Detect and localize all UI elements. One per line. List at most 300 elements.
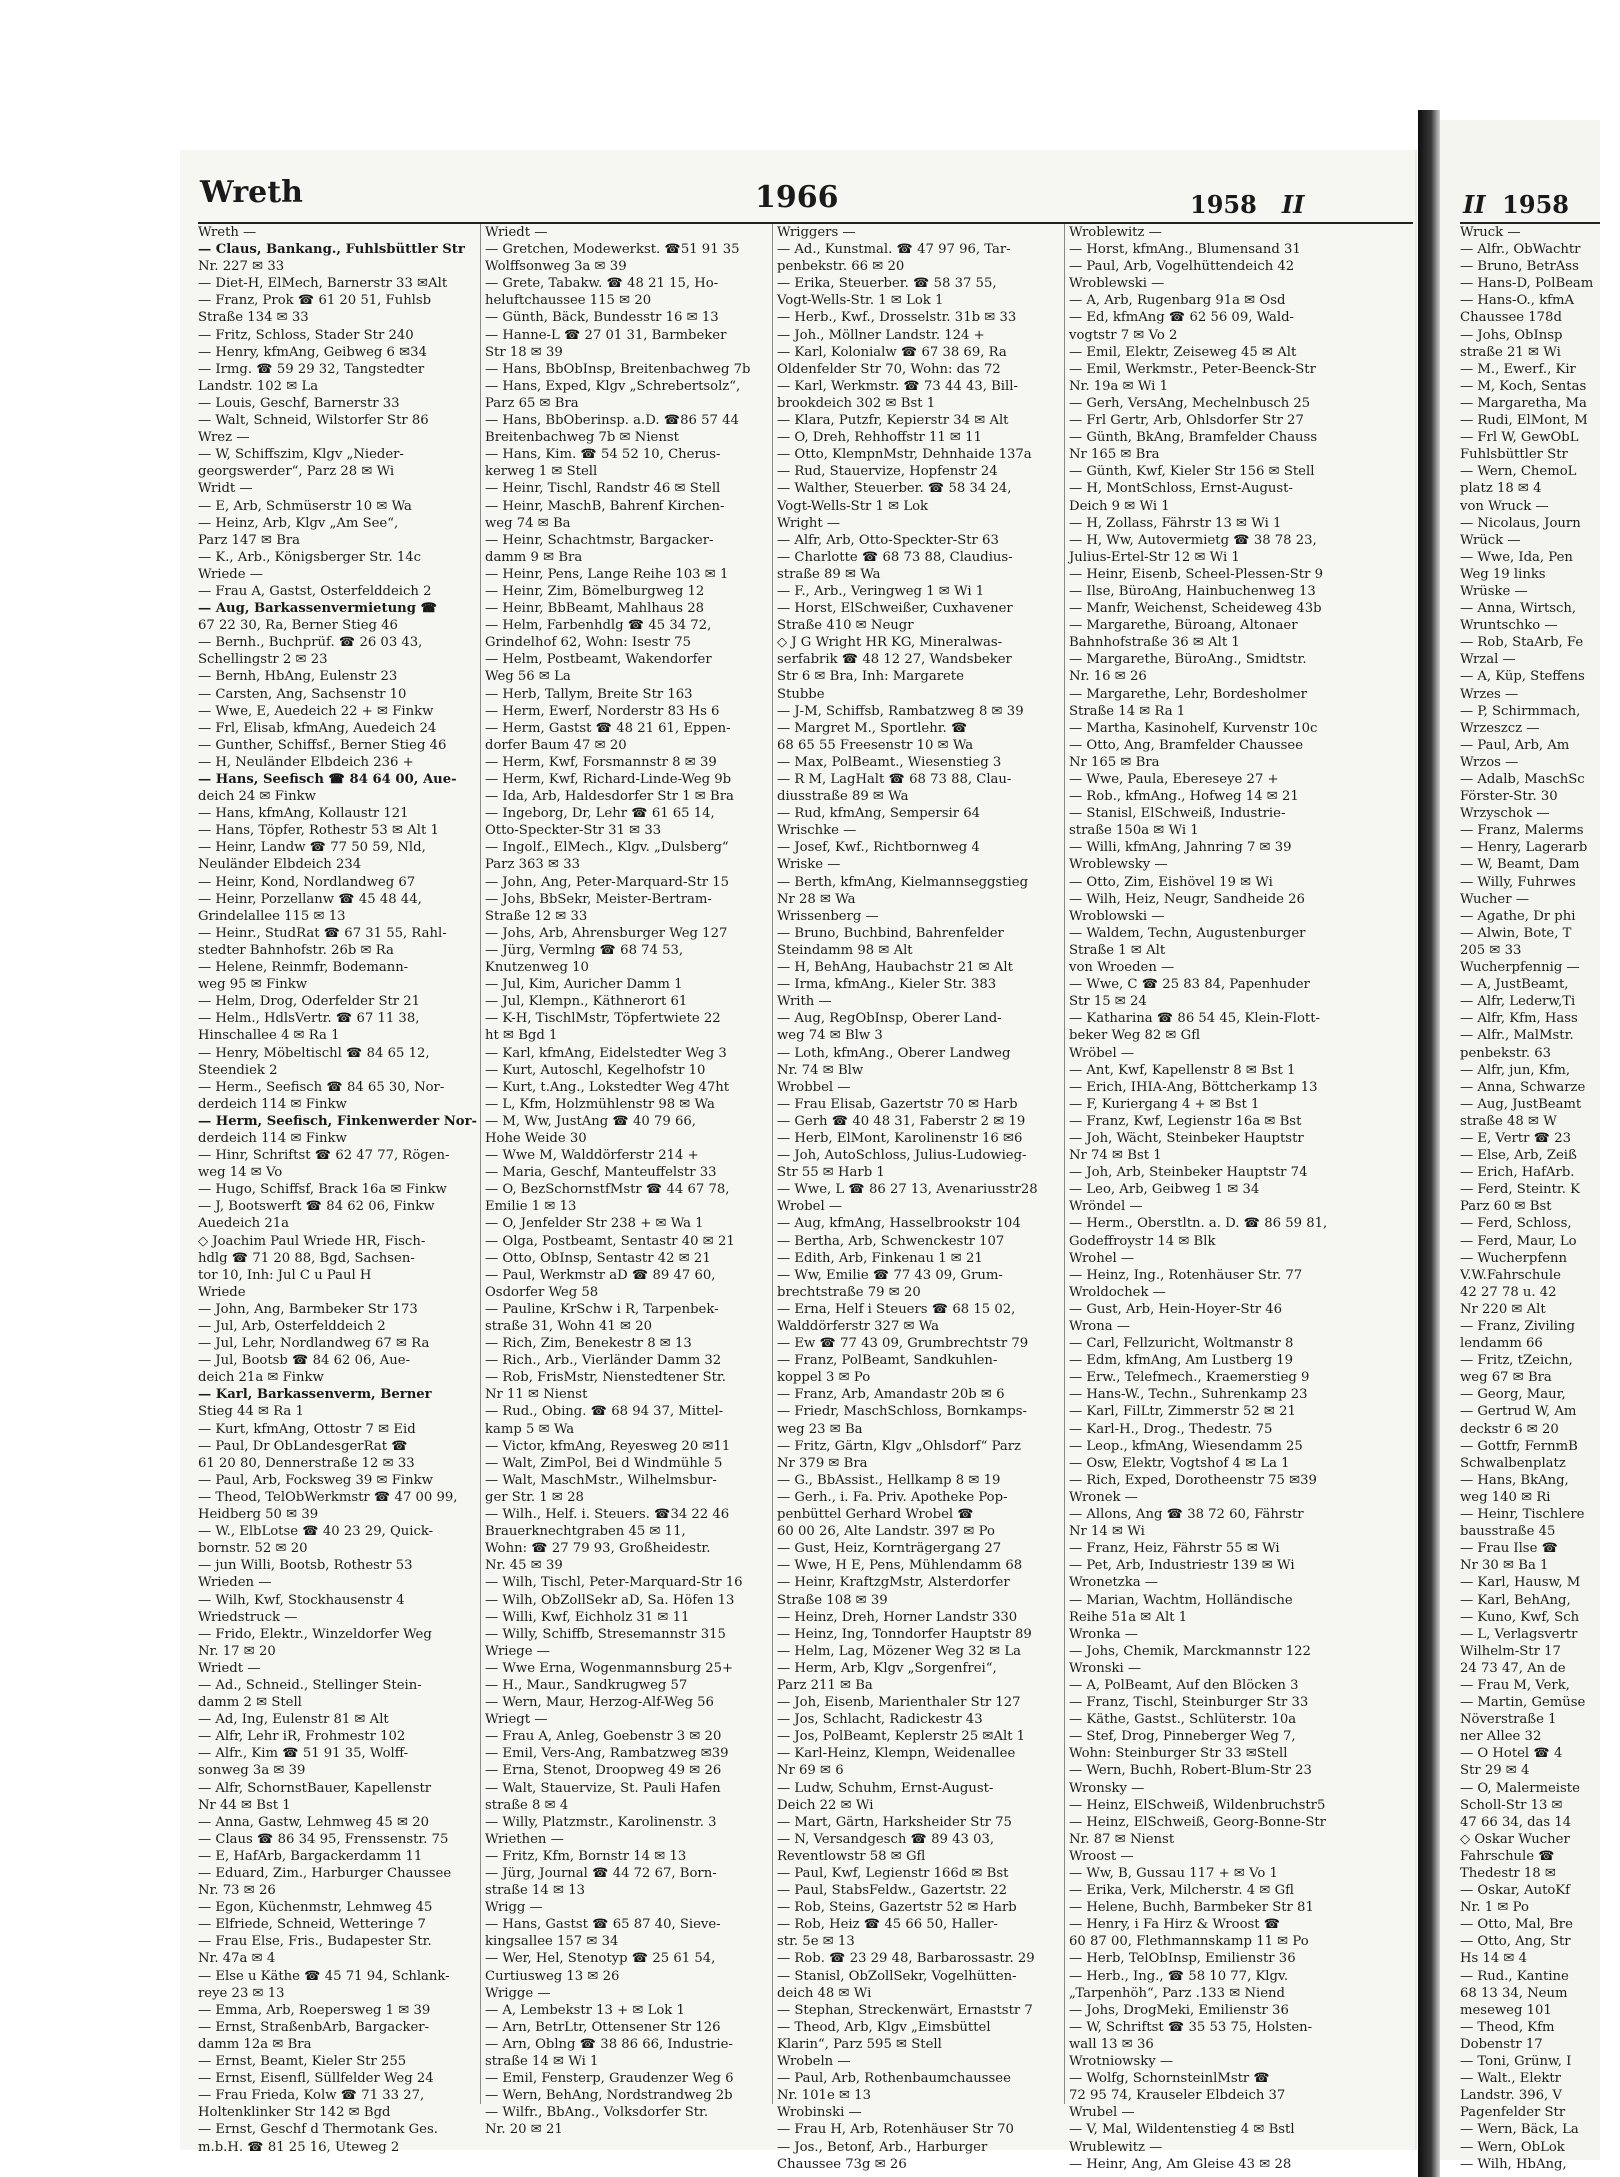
year: 1958: [1190, 190, 1257, 219]
directory-entry: — Carsten, Ang, Sachsenstr 10: [198, 686, 407, 702]
directory-entry: Wriedt —: [198, 1660, 261, 1676]
directory-entry: brookdeich 302 ✉ Bst 1: [777, 395, 936, 411]
directory-entry: — Otto, ObInsp, Sentastr 42 ✉ 21: [485, 1250, 711, 1266]
directory-entry: — Herb., Kwf., Drosselstr. 31b ✉ 33: [777, 310, 1017, 326]
directory-entry: — R M, LagHalt ☎ 68 73 88, Clau-: [777, 772, 1012, 787]
directory-entry: Straße 410 ✉ Neugr: [777, 618, 914, 634]
directory-entry: Steendiek 2: [198, 1062, 278, 1078]
directory-entry: — Erw., Telefmech., Kraemerstieg 9: [1069, 1370, 1310, 1386]
directory-entry: — Anna, Gastw, Lehmweg 45 ✉ 20: [198, 1814, 429, 1830]
directory-entry: — Gretchen, Modewerkst. ☎51 91 35: [485, 242, 740, 258]
directory-entry: ger Str. 1 ✉ 28: [485, 1489, 584, 1505]
directory-entry: Parz 363 ✉ 33: [485, 857, 580, 873]
directory-entry: straße 8 ✉ 4: [485, 1797, 569, 1813]
directory-entry: „Tarpenhöh“, Parz .133 ✉ Niend: [1069, 1985, 1285, 2001]
directory-entry: — Johs, Arb, Ahrensburger Weg 127: [485, 925, 728, 941]
directory-entry: — Herm., Oberstltn. a. D. ☎ 86 59 81,: [1069, 1216, 1328, 1232]
directory-entry: deich 48 ✉ Wi: [777, 1985, 872, 2001]
directory-entry: — Horst, ElSchweißer, Cuxhavener: [777, 601, 1013, 617]
directory-entry: — G., BbAssist., Hellkamp 8 ✉ 19: [777, 1472, 1001, 1488]
directory-entry: straße 48 ✉ W: [1460, 1113, 1557, 1129]
directory-entry: Nr 28 ✉ Wa: [777, 891, 856, 907]
directory-entry: — Ingeborg, Dr, Lehr ☎ 61 65 14,: [485, 806, 715, 822]
directory-entry: — Ernst, Geschf d Thermotank Ges.: [198, 2122, 438, 2138]
directory-entry: — Theod, Kfm: [1460, 2019, 1555, 2035]
directory-entry: Wrona —: [1069, 1319, 1130, 1334]
directory-entry: — Horst, kfmAng., Blumensand 31: [1069, 242, 1301, 258]
directory-entry: 205 ✉ 33: [1460, 942, 1522, 958]
directory-entry: — Wilfr., BbAng., Volksdorfer Str.: [485, 2105, 709, 2121]
directory-entry: Otto-Speckter-Str 31 ✉ 33: [485, 823, 662, 839]
directory-entry: Nr 165 ✉ Bra: [1069, 447, 1160, 463]
directory-entry: — Wolfg, SchornsteinlMstr ☎: [1069, 2071, 1270, 2087]
directory-entry: Wrigge —: [485, 1985, 551, 2001]
directory-entry: penbekstr. 63: [1460, 1045, 1552, 1061]
directory-entry: Nr. 101e ✉ 13: [777, 2088, 871, 2104]
directory-entry: — Grete, Tabakw. ☎ 48 21 15, Ho-: [485, 276, 719, 292]
directory-entry: — E, Arb, Schmüserstr 10 ✉ Wa: [198, 498, 412, 514]
directory-entry: Wroblowski —: [1069, 908, 1165, 924]
directory-entry: deich 21a ✉ Finkw: [198, 1370, 324, 1386]
directory-entry: — Fritz, Kfm, Bornstr 14 ✉ 13: [485, 1848, 687, 1864]
directory-entry: — Frido, Elektr., Winzeldorfer Weg: [198, 1626, 432, 1642]
directory-entry: Wruntschko —: [1460, 618, 1558, 634]
directory-entry: — Else, Arb, Zeiß: [1460, 1148, 1577, 1164]
directory-entry: Wrzes —: [1460, 686, 1519, 702]
directory-entry: — Hans-W., Techn., Suhrenkamp 23: [1069, 1387, 1308, 1403]
directory-entry: Wriede: [198, 1284, 246, 1300]
directory-entry: — Herm, Kwf, Richard-Linde-Weg 9b: [485, 772, 732, 787]
directory-entry: — Kurt, t.Ang., Lokstedter Weg 47ht: [485, 1079, 730, 1095]
directory-entry: Wrigg —: [485, 1900, 543, 1916]
directory-entry: — Paul, Arb, Rothenbaumchaussee: [777, 2071, 1011, 2087]
directory-entry: — Helm, Postbeamt, Wakendorfer: [485, 652, 712, 668]
directory-entry: — Helene, Buchh, Barmbeker Str 81: [1069, 1900, 1314, 1916]
directory-entry: — Emma, Arb, Roepersweg 1 ✉ 39: [198, 2002, 431, 2018]
directory-entry: — Kurt, kfmAng, Ottostr 7 ✉ Eid: [198, 1421, 416, 1437]
directory-entry: — F., Arb., Veringweg 1 ✉ Wi 1: [777, 583, 985, 599]
directory-entry: weg 95 ✉ Finkw: [198, 977, 308, 993]
directory-entry: — Walt, Stauervize, St. Pauli Hafen: [485, 1780, 721, 1796]
directory-entry: — Allons, Ang ☎ 38 72 60, Fährstr: [1069, 1507, 1304, 1523]
directory-entry: — Josef, Kwf., Richtbornweg 4: [777, 840, 980, 856]
directory-entry: — Karl, BehAng,: [1460, 1592, 1571, 1608]
directory-entry: damm 12a ✉ Bra: [198, 2036, 312, 2052]
directory-entry: — O, Jenfelder Str 238 + ✉ Wa 1: [485, 1216, 704, 1232]
directory-column-1: [198, 224, 478, 2155]
directory-entry: — Helm, Drog, Oderfelder Str 21: [198, 994, 421, 1010]
directory-entry: — Karl, FilLtr, Zimmerstr 52 ✉ 21: [1069, 1404, 1296, 1420]
directory-entry: — Helene, Reinmfr, Bodemann-: [198, 960, 409, 976]
directory-entry: Wroblewsky —: [1069, 857, 1168, 873]
directory-entry: — Fritz, tZeichn,: [1460, 1353, 1573, 1369]
directory-entry: Straße 108 ✉ 39: [777, 1592, 888, 1608]
directory-entry: Stubbe: [777, 686, 825, 702]
directory-entry: 60 00 26, Alte Landstr. 397 ✉ Po: [777, 1524, 995, 1540]
directory-entry: — Klara, Putzfr, Kepierstr 34 ✉ Alt: [777, 413, 1009, 429]
directory-entry: — Alfr, Lederw,Ti: [1460, 994, 1576, 1010]
directory-entry: — Heinr, MaschB, Bahrenf Kirchen-: [485, 498, 725, 514]
directory-entry: Nr. 45 ✉ 39: [485, 1558, 563, 1574]
directory-entry: — Rich, Zim, Benekestr 8 ✉ 13: [485, 1336, 692, 1352]
directory-entry: — Hans-O., kfmA: [1460, 293, 1574, 309]
directory-entry: — Bernh, HbAng, Eulenstr 23: [198, 669, 398, 685]
directory-entry: derdeich 114 ✉ Finkw: [198, 1130, 347, 1146]
directory-entry: — Joh, Wächt, Steinbeker Hauptstr: [1069, 1130, 1304, 1146]
directory-entry: — Wwe, C ☎ 25 83 84, Papenhuder: [1069, 977, 1310, 993]
directory-entry: — Ww, B, Gussau 117 + ✉ Vo 1: [1069, 1866, 1278, 1881]
directory-entry: Wroost —: [1069, 1848, 1134, 1864]
directory-entry: — Kurt, Autoschl, Kegelhofstr 10: [485, 1062, 706, 1078]
directory-entry: — Herm., Seefisch ☎ 84 65 30, Nor-: [198, 1079, 445, 1095]
directory-entry: — E, HafArb, Bargackerdamm 11: [198, 1848, 423, 1864]
directory-entry: Wriethen —: [485, 1831, 564, 1847]
directory-entry: Parz 60 ✉ Bst: [1460, 1199, 1552, 1215]
directory-entry: Wronka —: [1069, 1626, 1138, 1642]
book-gutter: [1418, 110, 1440, 2177]
directory-entry: — K-H, TischlMstr, Töpfertwiete 22: [485, 1011, 721, 1027]
directory-entry: ht ✉ Bgd 1: [485, 1028, 558, 1044]
directory-entry: — Emil, Fensterp, Graudenzer Weg 6: [485, 2071, 734, 2087]
directory-entry: Nr 220 ✉ Alt: [1460, 1301, 1546, 1317]
directory-entry: — Emil, Elektr, Zeiseweg 45 ✉ Alt: [1069, 344, 1297, 360]
directory-entry: sonweg 3a ✉ 39: [198, 1763, 306, 1779]
directory-entry: Oldenfelder Str 70, Wohn: das 72: [777, 361, 1001, 377]
directory-entry: — Irmg. ☎ 59 29 32, Tangstedter: [198, 361, 425, 377]
directory-entry: — Heinr, Pens, Lange Reihe 103 ✉ 1: [485, 566, 729, 582]
directory-entry: — Jul, Lehr, Nordlandweg 67 ✉ Ra: [198, 1336, 430, 1352]
directory-entry: — Stanisl, ObZollSekr, Vogelhütten-: [777, 1968, 1017, 1984]
directory-entry: — Paul, Kwf, Legienstr 166d ✉ Bst: [777, 1866, 1009, 1881]
directory-entry: — Irma, kfmAng., Kieler Str. 383: [777, 977, 997, 993]
directory-entry: — Joh, Eisenb, Marienthaler Str 127: [777, 1695, 1021, 1711]
directory-entry: — Heinr, Schachtmstr, Bargacker-: [485, 532, 714, 548]
directory-entry: Nr. 19a ✉ Wi 1: [1069, 378, 1168, 394]
directory-entry: ◇ J G Wright HR KG, Mineralwas-: [777, 635, 1003, 651]
directory-entry: — Louis, Geschf, Barnerstr 33: [198, 395, 400, 411]
directory-entry: deich 24 ✉ Finkw: [198, 789, 316, 805]
directory-entry: Str 6 ✉ Bra, Inh: Margarete: [777, 669, 964, 685]
directory-entry: — Alfr., Kim ☎ 51 91 35, Wolff-: [198, 1746, 409, 1762]
directory-entry: — Claus ☎ 86 34 95, Frenssenstr. 75: [198, 1831, 449, 1847]
directory-entry: koppel 3 ✉ Po: [777, 1370, 871, 1386]
directory-entry: — Ferd, Maur, Lo: [1460, 1233, 1577, 1249]
directory-entry: — Erich, HafArb.: [1460, 1165, 1575, 1181]
directory-entry: — Ad., Kunstmal. ☎ 47 97 96, Tar-: [777, 242, 1011, 258]
directory-entry: — Margarethe, BüroAng., Smidtstr.: [1069, 652, 1307, 668]
directory-entry: straße 14 ✉ 13: [485, 1883, 586, 1899]
directory-entry: Weg 19 links: [1460, 566, 1546, 582]
directory-entry: — A, JustBeamt,: [1460, 977, 1569, 993]
directory-entry: — Heinz, ElSchweiß, Georg-Bonne-Str: [1069, 1814, 1326, 1830]
directory-entry: — Heinz, Dreh, Horner Landstr 330: [777, 1609, 1018, 1625]
directory-entry: Thedestr 18 ✉: [1460, 1866, 1556, 1881]
directory-entry: — Bruno, BetrAss: [1460, 259, 1579, 275]
directory-entry: — Wilh, Kwf, Stockhausenstr 4: [198, 1592, 405, 1608]
directory-entry: — Stanisl, ElSchweiß, Industrie-: [1069, 806, 1286, 822]
directory-entry: — Franz, Heiz, Fährstr 55 ✉ Wi: [1069, 1541, 1280, 1557]
directory-entry: Schwalbenplatz: [1460, 1455, 1566, 1471]
directory-entry: — Gust, Arb, Hein-Hoyer-Str 46: [1069, 1301, 1283, 1317]
directory-entry: — Aug, JustBeamt: [1460, 1096, 1582, 1112]
directory-entry: Nr 44 ✉ Bst 1: [198, 1797, 291, 1813]
directory-entry: Wriegt —: [485, 1712, 548, 1728]
directory-entry: — Paul, StabsFeldw., Gazertstr. 22: [777, 1883, 1008, 1899]
directory-entry: — Jos., Betonf, Arb., Harburger: [777, 2139, 988, 2155]
directory-entry: von Wruck —: [1460, 498, 1549, 514]
directory-entry: weg 74 ✉ Ba: [485, 515, 571, 531]
directory-entry: — N, Versandgesch ☎ 89 43 03,: [777, 1831, 995, 1847]
directory-entry: — Ferd, Schloss,: [1460, 1216, 1572, 1232]
directory-entry: — Karl-Heinz, Klempn, Weidenallee: [777, 1746, 1016, 1762]
directory-entry: 67 22 30, Ra, Berner Stieg 46: [198, 618, 398, 634]
directory-entry: — Gottfr, FernmB: [1460, 1438, 1578, 1454]
directory-entry: straße 31, Wohn 41 ✉ 20: [485, 1319, 652, 1334]
directory-entry: damm 2 ✉ Stell: [198, 1695, 302, 1711]
directory-entry: Neuländer Elbdeich 234: [198, 857, 362, 873]
directory-entry: — Ernst, Eisenfl, Süllfelder Weg 24: [198, 2071, 434, 2087]
directory-entry: Parz 211 ✉ Ba: [777, 1677, 873, 1693]
directory-entry: — Gertrud W, Am: [1460, 1404, 1577, 1420]
directory-entry: — Osw, Elektr, Vogtshof 4 ✉ La 1: [1069, 1455, 1290, 1471]
directory-entry: 47 66 34, das 14: [1460, 1814, 1572, 1830]
directory-column-3: [777, 224, 1062, 2172]
directory-entry: — Rob, FrisMstr, Nienstedtener Str.: [485, 1370, 726, 1386]
directory-entry: — Aug, Barkassenvermietung ☎: [198, 601, 438, 617]
directory-entry: Wriege —: [485, 1643, 550, 1659]
column-divider: [1064, 224, 1065, 2104]
directory-entry: — Ingolf., ElMech., Klgv. „Dulsberg“: [485, 840, 729, 856]
directory-entry: — Else u Käthe ☎ 45 71 94, Schlank-: [198, 1968, 450, 1984]
directory-entry: — Jul, Kim, Auricher Damm 1: [485, 977, 683, 993]
directory-entry: Wriede —: [198, 566, 263, 582]
directory-entry: — Franz, Prok ☎ 61 20 51, Fuhlsb: [198, 293, 432, 309]
directory-entry: — Frl, Elisab, kfmAng, Auedeich 24: [198, 720, 437, 736]
directory-entry: — Heinr, BbBeamt, Mahlhaus 28: [485, 601, 704, 617]
directory-entry: — Margarethe, Lehr, Bordesholmer: [1069, 686, 1307, 702]
directory-entry: — Loth, kfmAng., Oberer Landweg: [777, 1045, 1011, 1061]
directory-entry: — Franz, Arb, Amandastr 20b ✉ 6: [777, 1387, 1005, 1403]
directory-entry: tor 10, Inh: Jul C u Paul H: [198, 1267, 372, 1283]
directory-entry: Nr 11 ✉ Nienst: [485, 1387, 588, 1403]
directory-entry: — Joh., Möllner Landstr. 124 +: [777, 327, 985, 343]
directory-entry: weg 23 ✉ Ba: [777, 1421, 863, 1437]
directory-entry: — Frau A, Anleg, Goebenstr 3 ✉ 20: [485, 1729, 722, 1745]
directory-entry: wall 13 ✉ 36: [1069, 2036, 1154, 2052]
directory-entry: Vogt-Wells-Str. 1 ✉ Lok 1: [777, 293, 944, 309]
directory-entry: Wrobbel —: [777, 1079, 851, 1095]
directory-entry: — Wwe, E, Auedeich 22 + ✉ Finkw: [198, 703, 434, 719]
directory-entry: — Bernh., Buchprüf. ☎ 26 03 43,: [198, 635, 423, 651]
directory-entry: — A, Küp, Steffens: [1460, 669, 1585, 685]
directory-entry: — Leo, Arb, Geibweg 1 ✉ 34: [1069, 1182, 1260, 1198]
directory-entry: — Katharina ☎ 86 54 45, Klein-Flott-: [1069, 1011, 1320, 1027]
directory-entry: meseweg 101: [1460, 2002, 1552, 2018]
directory-entry: Bahnhofstraße 36 ✉ Alt 1: [1069, 635, 1240, 651]
directory-entry: — Maria, Geschf, Manteuffelstr 33: [485, 1165, 717, 1181]
directory-entry: — Heinr, KraftzgMstr, Alsterdorfer: [777, 1575, 1010, 1591]
directory-entry: — Willy, Platzmstr., Karolinenstr. 3: [485, 1814, 717, 1830]
directory-entry: — Jürg, Journal ☎ 44 72 67, Born-: [485, 1866, 717, 1881]
directory-entry: — Alfr, SchornstBauer, Kapellenstr: [198, 1780, 432, 1796]
directory-entry: ◇ Oskar Wucher: [1460, 1831, 1570, 1847]
directory-entry: — Elfriede, Schneid, Wetteringe 7: [198, 1917, 426, 1933]
directory-entry: — Hans, BkAng,: [1460, 1472, 1569, 1488]
directory-entry: 68 13 34, Neum: [1460, 1985, 1568, 2001]
directory-entry: heluftchaussee 115 ✉ 20: [485, 293, 652, 309]
directory-entry: Wruck —: [1460, 225, 1521, 240]
directory-entry: Heidberg 50 ✉ 39: [198, 1507, 319, 1523]
directory-entry: — Rob., kfmAng., Hofweg 14 ✉ 21: [1069, 789, 1299, 805]
directory-entry: — Rob, Steins, Gazertstr 52 ✉ Harb: [777, 1900, 1017, 1916]
directory-entry: Wronetzka —: [1069, 1575, 1158, 1591]
directory-entry: Parz 147 ✉ Bra: [198, 532, 301, 548]
directory-entry: — Rob, StaArb, Fe: [1460, 635, 1584, 651]
directory-entry: — Wern, ChemoL: [1460, 464, 1577, 480]
directory-entry: — Claus, Bankang., Fuhlsbüttler Str: [198, 242, 465, 258]
directory-entry: Writh —: [777, 994, 832, 1010]
directory-entry: kerweg 1 ✉ Stell: [485, 464, 598, 480]
directory-entry: Hohe Weide 30: [485, 1130, 587, 1146]
directory-entry: — Jos, Schlacht, Radickestr 43: [777, 1712, 983, 1728]
directory-entry: — Walt., Elektr: [1460, 2071, 1561, 2087]
directory-entry: Str 18 ✉ 39: [485, 344, 563, 360]
directory-entry: — Emil, Vers-Ang, Rambatzweg ✉39: [485, 1746, 729, 1762]
directory-entry: — Max, PolBeamt., Wiesenstieg 3: [777, 754, 1002, 770]
directory-entry: — Paul, Arb, Am: [1460, 737, 1570, 753]
directory-entry: Wilhelm-Str 17: [1460, 1643, 1561, 1659]
directory-entry: — Jürg, Vermlng ☎ 68 74 53,: [485, 942, 684, 958]
directory-entry: Wohn: ☎ 27 79 93, Großheidestr.: [485, 1541, 711, 1557]
directory-entry: — Aug, kfmAng, Hasselbrookstr 104: [777, 1216, 1021, 1232]
directory-entry: Wrobeln —: [777, 2054, 851, 2070]
directory-entry: weg 140 ✉ Ri: [1460, 1489, 1551, 1505]
directory-entry: Fuhlsbüttler Str: [1460, 447, 1568, 463]
directory-entry: Landstr. 396, V: [1460, 2088, 1562, 2104]
directory-entry: Str 55 ✉ Harb 1: [777, 1165, 885, 1181]
directory-entry: — Ww, Emilie ☎ 77 43 09, Grum-: [777, 1267, 1003, 1283]
directory-entry: — Fritz, Schloss, Stader Str 240: [198, 327, 414, 343]
directory-entry: Wriggers —: [777, 225, 856, 240]
directory-entry: Breitenbachweg 7b ✉ Nienst: [485, 430, 679, 446]
directory-entry: Steindamm 98 ✉ Alt: [777, 942, 913, 958]
directory-entry: Vogt-Wells-Str 1 ✉ Lok: [777, 498, 929, 514]
directory-entry: — Jul, Bootsb ☎ 84 62 06, Aue-: [198, 1353, 411, 1369]
directory-entry: — Ew ☎ 77 43 09, Grumbrechtstr 79: [777, 1336, 1029, 1352]
directory-entry: — Rud, Stauervize, Hopfenstr 24: [777, 464, 998, 480]
directory-entry: Reihe 51a ✉ Alt 1: [1069, 1609, 1188, 1625]
directory-entry: — H., Maur., Sandkrugweg 57: [485, 1677, 688, 1693]
directory-entry: — Helm, Farbenhdlg ☎ 45 34 72,: [485, 618, 712, 634]
directory-entry: — Hans, kfmAng, Kollaustr 121: [198, 806, 409, 822]
directory-entry: — Rich, Exped, Dorotheenstr 75 ✉39: [1069, 1472, 1317, 1488]
directory-entry: Nr 30 ✉ Ba 1: [1460, 1558, 1549, 1574]
directory-entry: Wrotniowsky —: [1069, 2054, 1174, 2070]
directory-entry: beker Weg 82 ✉ Gfl: [1069, 1028, 1200, 1044]
directory-entry: Wrobel —: [777, 1199, 843, 1215]
directory-entry: — W, Beamt, Dam: [1460, 857, 1580, 873]
directory-entry: georgswerder“, Parz 28 ✉ Wi: [198, 464, 395, 480]
directory-entry: — Alfr., ObWachtr: [1460, 242, 1581, 258]
directory-entry: — Bruno, Buchbind, Bahrenfelder: [777, 925, 1004, 941]
directory-entry: — Hanne-L ☎ 27 01 31, Barmbeker: [485, 327, 727, 343]
directory-entry: Straße 12 ✉ 33: [485, 908, 588, 924]
directory-entry: Wrieden —: [198, 1575, 272, 1591]
directory-entry: — Leop., kfmAng, Wiesendamm 25: [1069, 1438, 1303, 1454]
directory-entry: Deich 9 ✉ Wi 1: [1069, 498, 1170, 514]
directory-entry: Nr. 73 ✉ 26: [198, 1883, 276, 1899]
directory-entry: — Johs, BbSekr, Meister-Bertram-: [485, 891, 712, 907]
directory-entry: weg 14 ✉ Vo: [198, 1165, 283, 1181]
directory-entry: damm 9 ✉ Bra: [485, 549, 583, 565]
directory-entry: — E, Vertr ☎ 23: [1460, 1130, 1572, 1146]
directory-entry: — Wern, Buchh, Robert-Blum-Str 23: [1069, 1763, 1312, 1779]
directory-entry: — Waldem, Techn, Augustenburger: [1069, 925, 1306, 941]
directory-entry: — Karl, kfmAng, Eidelstedter Weg 3: [485, 1045, 727, 1061]
directory-entry: — Edith, Arb, Finkenau 1 ✉ 21: [777, 1250, 983, 1266]
directory-entry: Wrzeszcz —: [1460, 720, 1540, 736]
directory-entry: Nr. 20 ✉ 21: [485, 2122, 563, 2138]
directory-entry: ner Allee 32: [1460, 1729, 1542, 1745]
directory-entry: — Theod, TelObWerkmstr ☎ 47 00 99,: [198, 1489, 458, 1505]
directory-entry: — Eduard, Zim., Harburger Chaussee: [198, 1866, 452, 1881]
directory-entry: — Frau Ilse ☎: [1460, 1541, 1558, 1557]
directory-entry: Wrück —: [1460, 532, 1521, 548]
directory-entry: Dobenstr 17: [1460, 2036, 1543, 2052]
directory-entry: — H, Ww, Autovermietg ☎ 38 78 23,: [1069, 532, 1317, 548]
directory-entry: Wrubel —: [1069, 2105, 1135, 2121]
directory-entry: Holtenklinker Str 142 ✉ Bgd: [198, 2105, 391, 2121]
directory-entry: Straße 134 ✉ 33: [198, 310, 309, 326]
directory-entry: — Friedr, MaschSchloss, Bornkamps-: [777, 1404, 1027, 1420]
directory-entry: — V, Mal, Wildentenstieg 4 ✉ Bstl: [1069, 2122, 1295, 2138]
directory-entry: — Charlotte ☎ 68 73 88, Claudius-: [777, 549, 1013, 565]
directory-entry: — Margarethe, Büroang, Altonaer: [1069, 618, 1298, 634]
directory-entry: — Adalb, MaschSc: [1460, 772, 1585, 787]
directory-entry: — Henry, Lagerarb: [1460, 840, 1588, 856]
directory-entry: diusstraße 89 ✉ Wa: [777, 789, 909, 805]
directory-entry: — Frau Elisab, Gazertstr 70 ✉ Harb: [777, 1096, 1018, 1112]
directory-entry: — H, MontSchloss, Ernst-August-: [1069, 481, 1293, 497]
directory-entry: — Wwe, Paula, Ebereseye 27 +: [1069, 772, 1279, 787]
directory-entry: Wrzos —: [1460, 754, 1519, 770]
directory-entry: Wröbel —: [1069, 1045, 1135, 1061]
directory-entry: — Diet-H, ElMech, Barnerstr 33 ✉Alt: [198, 276, 448, 292]
directory-entry: — Rud., Kantine: [1460, 1968, 1569, 1984]
directory-entry: Wrohel —: [1069, 1250, 1135, 1266]
directory-entry: Brauerknechtgraben 45 ✉ 11,: [485, 1524, 686, 1540]
directory-entry: — Walt, MaschMstr., Wilhelmsbur-: [485, 1472, 717, 1488]
directory-entry: — Paul, Arb, Focksweg 39 ✉ Finkw: [198, 1472, 433, 1488]
directory-entry: Godeffroystr 14 ✉ Blk: [1069, 1233, 1216, 1249]
directory-entry: — Franz, Ziviling: [1460, 1319, 1575, 1334]
directory-entry: — Olga, Postbeamt, Sentastr 40 ✉ 21: [485, 1233, 735, 1249]
directory-entry: — Ilse, BüroAng, Hainbuchenweg 13: [1069, 583, 1316, 599]
directory-entry: — Anna, Schwarze: [1460, 1079, 1586, 1095]
directory-entry: — Heinr, Landw ☎ 77 50 59, Nld,: [198, 840, 426, 856]
directory-entry: straße 14 ✉ Wi 1: [485, 2054, 599, 2070]
directory-entry: — Erich, IHIA-Ang, Böttcherkamp 13: [1069, 1079, 1318, 1095]
directory-entry: — Hans, BbObInsp, Breitenbachweg 7b: [485, 361, 751, 377]
directory-entry: Wroblewitz —: [1069, 225, 1162, 240]
directory-entry: — Rud., Obing. ☎ 68 94 37, Mittel-: [485, 1404, 724, 1420]
directory-entry: — Rud, kfmAng, Sempersir 64: [777, 806, 981, 822]
directory-entry: Wriske —: [777, 857, 841, 873]
directory-entry: stedter Bahnhofstr. 26b ✉ Ra: [198, 942, 394, 958]
directory-entry: — Martin, Gemüse: [1460, 1695, 1586, 1711]
directory-entry: — Ida, Arb, Haldesdorfer Str 1 ✉ Bra: [485, 789, 734, 805]
directory-entry: — Wern, BehAng, Nordstrandweg 2b: [485, 2088, 733, 2104]
